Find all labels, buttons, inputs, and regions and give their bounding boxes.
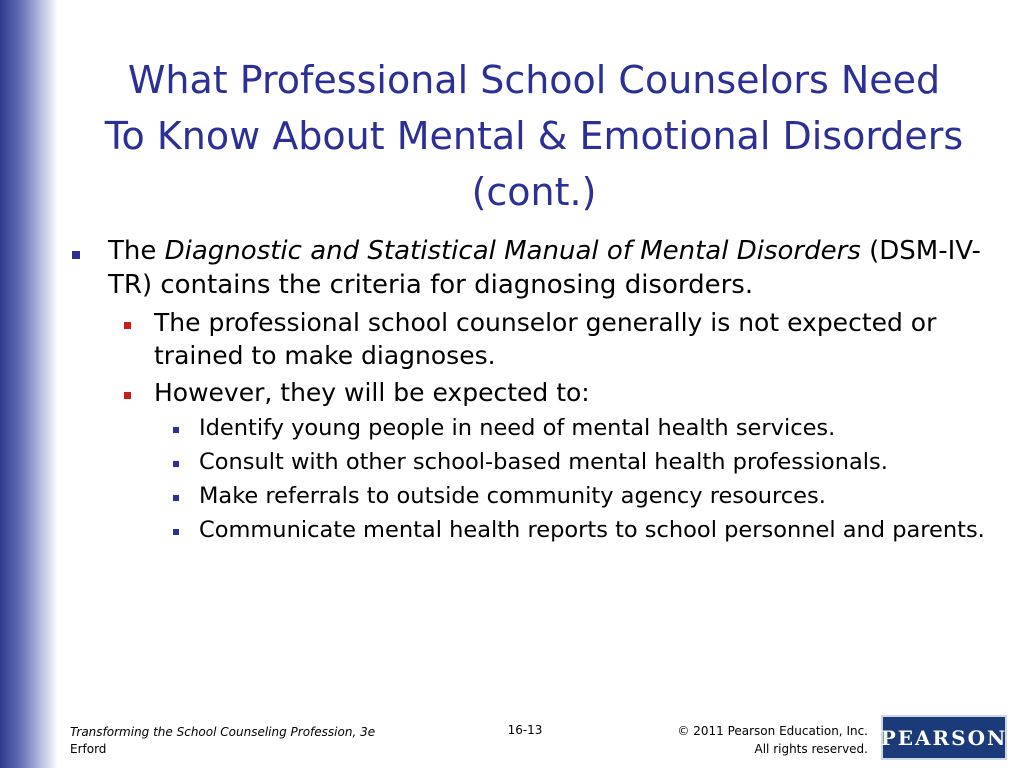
- slide-title: [64, 52, 1004, 220]
- bullet-rest: (DSM-IV-TR) contains the criteria for diagnosing disorders.: [108, 236, 981, 300]
- bullet-square-icon: [173, 427, 179, 433]
- title-line-2: To Know About Mental & Emotional Disorders: [104, 114, 964, 158]
- bullet-square-icon: [72, 251, 80, 259]
- bullet-square-icon: [124, 322, 131, 329]
- dsm-title: Diagnostic and Statistical Manual of Mental Disorders: [164, 236, 861, 266]
- bullet-level3: [64, 481, 994, 511]
- page-number: 16-13: [507, 723, 543, 737]
- footer-book-title: Transforming the School Counseling Profession, 3e: [70, 725, 376, 739]
- copyright-line-2: All rights reserved.: [754, 742, 868, 756]
- copyright-line-1: © 2011 Pearson Education, Inc.: [677, 724, 868, 738]
- pearson-logo: [881, 715, 1007, 760]
- side-gradient-bar: [0, 0, 58, 768]
- bullet-level3: [64, 413, 994, 443]
- sub-sub-bullet-text: Make referrals to outside community agency resources.: [199, 483, 826, 509]
- bullet-level3: [64, 515, 994, 545]
- title-line-1: What Professional School Counselors Need: [127, 58, 941, 102]
- bullet-square-icon: [124, 392, 131, 399]
- sub-bullet-text: However, they will be expected to:: [154, 378, 590, 407]
- copyright-notice: [677, 722, 868, 758]
- bullet-square-icon: [173, 529, 179, 535]
- footer-author: Erford: [70, 742, 107, 756]
- title-line-3: (cont.): [471, 170, 597, 214]
- bullet-level2: [64, 376, 994, 409]
- bullet-prefix: The: [108, 236, 165, 266]
- slide-content: [64, 234, 994, 545]
- sub-bullet-text: The professional school counselor generally is not expected or trained to make diagnoses.: [154, 308, 937, 370]
- bullet-square-icon: [173, 461, 179, 467]
- footer-book-info: [70, 724, 375, 758]
- sub-sub-bullet-text: Consult with other school-based mental health professionals.: [199, 449, 888, 475]
- sub-sub-bullet-text: Identify young people in need of mental health services.: [199, 415, 836, 441]
- bullet-square-icon: [173, 495, 179, 501]
- bullet-level1: [64, 234, 994, 302]
- bullet-level3: [64, 447, 994, 477]
- bullet-level2: [64, 306, 994, 372]
- sub-sub-bullet-text: Communicate mental health reports to school personnel and parents.: [199, 517, 985, 543]
- logo-text: PEARSON: [880, 725, 1008, 750]
